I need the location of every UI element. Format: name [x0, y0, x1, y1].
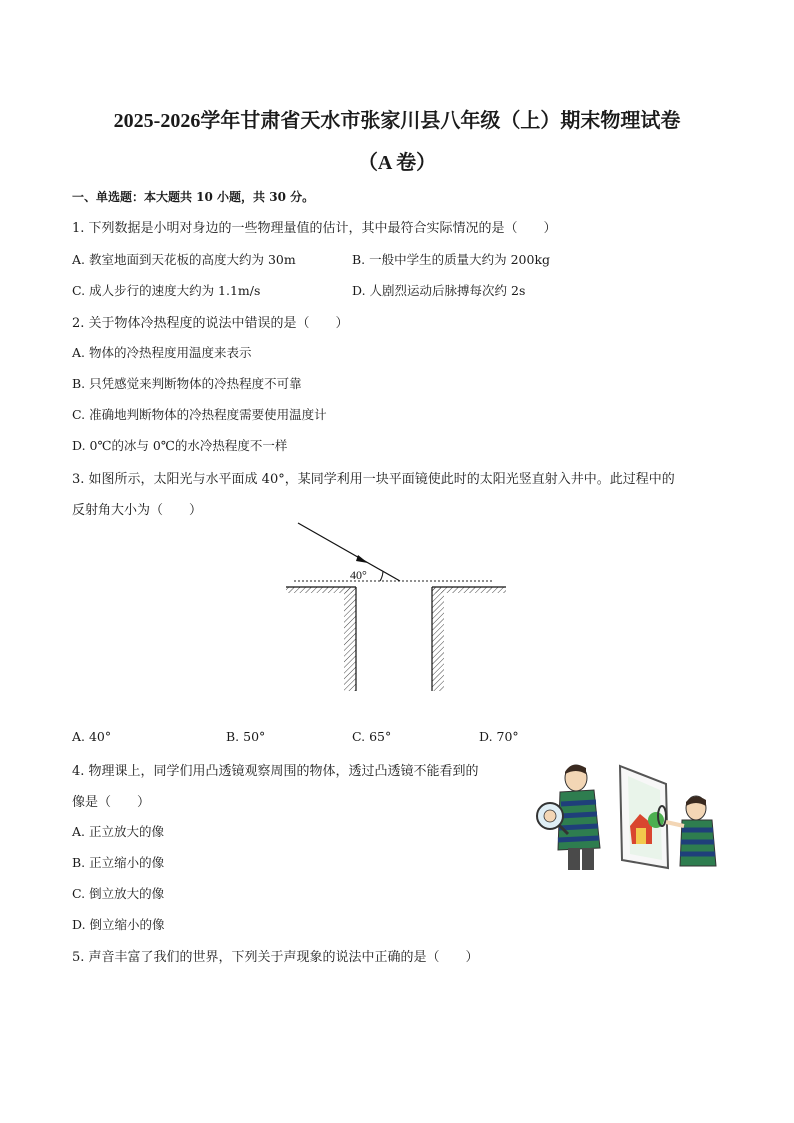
- q1-option-b: B. 一般中学生的质量大约为 200kg: [352, 252, 551, 267]
- ray-arrow: [356, 555, 368, 563]
- q3-option-b: B. 50°: [226, 729, 266, 744]
- q1-option-d: D. 人剧烈运动后脉搏每次约 2s: [352, 283, 526, 298]
- angle-arc: [380, 571, 383, 581]
- q1-stem: 1. 下列数据是小明对身边的一些物理量值的估计，其中最符合实际情况的是（ ）: [72, 221, 557, 236]
- q4-option-a: A. 正立放大的像: [72, 824, 164, 839]
- q2-stem: 2. 关于物体冷热程度的说法中错误的是（ ）: [72, 316, 349, 331]
- q4-option-d: D. 倒立缩小的像: [72, 917, 165, 932]
- q1-option-a: A. 教室地面到天花板的高度大约为 30m: [72, 252, 296, 267]
- q1-option-c: C. 成人步行的速度大约为 1.1m/s: [72, 283, 261, 298]
- q3-stem-line2: 反射角大小为（ ）: [72, 503, 203, 518]
- q4-option-c: C. 倒立放大的像: [72, 886, 165, 901]
- q5-stem: 5. 声音丰富了我们的世界，下列关于声现象的说法中正确的是（ ）: [72, 950, 479, 965]
- q2-option-a: A. 物体的冷热程度用温度来表示: [72, 345, 252, 360]
- q4-stem-line2: 像是（ ）: [72, 795, 151, 810]
- angle-label: 40°: [350, 568, 367, 582]
- q2-option-c: C. 准确地判断物体的冷热程度需要使用温度计: [72, 407, 327, 422]
- q4-stem-line1: 4. 物理课上，同学们用凸透镜观察周围的物体，透过凸透镜不能看到的: [72, 764, 479, 779]
- window-scene: [620, 766, 668, 868]
- q2-option-b: B. 只凭感觉来判断物体的冷热程度不可靠: [72, 376, 302, 391]
- q2-option-d: D. 0℃的冰与 0℃的水冷热程度不一样: [72, 438, 288, 453]
- q3-option-d: D. 70°: [479, 729, 519, 744]
- section-heading: 一、单选题：本大题共 10 小题，共 30 分。: [72, 190, 315, 204]
- exam-subtitle: （A 卷）: [357, 152, 437, 174]
- q3-option-a: A. 40°: [72, 729, 112, 744]
- sun-ray: [298, 523, 400, 581]
- magnifier-illustration: [528, 756, 728, 874]
- q4-option-b: B. 正立缩小的像: [72, 855, 165, 870]
- well-figure: [270, 515, 520, 695]
- boy-with-magnifier: [537, 765, 600, 870]
- q3-option-c: C. 65°: [352, 729, 392, 744]
- q3-stem-line1: 3. 如图所示，太阳光与水平面成 40°，某同学利用一块平面镜使此时的太阳光竖直射入井中。此过程中的: [72, 472, 675, 487]
- boy-at-window: [666, 796, 716, 866]
- exam-title: 2025-2026学年甘肃省天水市张家川县八年级（上）期末物理试卷: [113, 110, 681, 132]
